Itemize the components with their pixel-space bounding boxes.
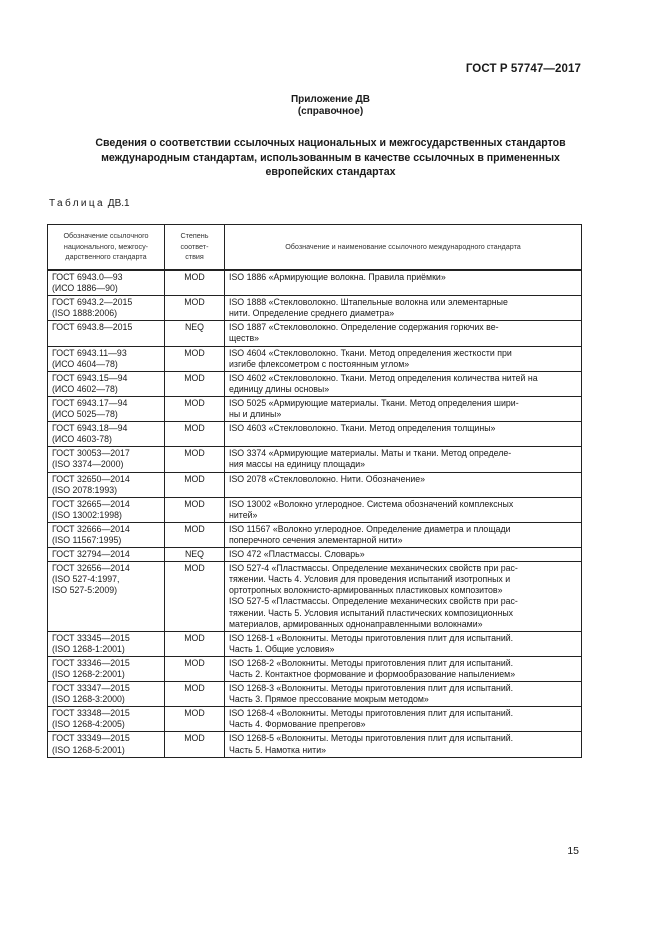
cell-degree: MOD bbox=[165, 371, 225, 396]
standard-line: ISO 527-5:2009) bbox=[52, 585, 118, 596]
standard-line: ГОСТ 6943.8—2015 bbox=[52, 322, 133, 333]
table-row bbox=[48, 548, 582, 562]
standard-line: ГОСТ 33349—2015 bbox=[52, 733, 130, 744]
cell-international-standard bbox=[225, 422, 582, 447]
standard-line: ГОСТ 32794—2014 bbox=[52, 549, 130, 560]
reference-line: ISO 1268-3 «Волокниты. Методы приготовления плит для испытаний. bbox=[229, 683, 514, 694]
table-row bbox=[48, 707, 582, 732]
table-row bbox=[48, 396, 582, 421]
cell-international-standard bbox=[225, 346, 582, 371]
cell-national-standard bbox=[48, 346, 165, 371]
table-row bbox=[48, 497, 582, 522]
cell-degree: MOD bbox=[165, 562, 225, 632]
table-row bbox=[48, 522, 582, 547]
table-row bbox=[48, 656, 582, 681]
cell-degree: MOD bbox=[165, 270, 225, 296]
table-row bbox=[48, 346, 582, 371]
reference-line: ISO 4603 «Стекловолокно. Ткани. Метод определения толщины» bbox=[229, 423, 496, 434]
reference-line: поперечного сечения элементарной нити» bbox=[229, 534, 403, 545]
table-caption bbox=[49, 198, 130, 209]
cell-national-standard bbox=[48, 562, 165, 632]
cell-degree: NEQ bbox=[165, 548, 225, 562]
reference-line: ния массы на единицу площади» bbox=[229, 459, 366, 470]
cell-degree: MOD bbox=[165, 422, 225, 447]
standard-line: (ИСО 4603-78) bbox=[52, 434, 112, 445]
cell-national-standard bbox=[48, 631, 165, 656]
cell-international-standard bbox=[225, 522, 582, 547]
reference-line: ISO 527-4 «Пластмассы. Определение механических свойств при рас- bbox=[229, 563, 518, 574]
table-row bbox=[48, 422, 582, 447]
heading-line: европейских стандартах bbox=[265, 166, 396, 178]
cell-national-standard bbox=[48, 656, 165, 681]
header-national-standard bbox=[48, 225, 165, 271]
header-line: соответ- bbox=[180, 241, 209, 251]
cell-national-standard bbox=[48, 472, 165, 497]
cell-international-standard bbox=[225, 447, 582, 472]
cell-international-standard bbox=[225, 548, 582, 562]
cell-national-standard bbox=[48, 682, 165, 707]
cell-degree: MOD bbox=[165, 472, 225, 497]
reference-line: ISO 1268-1 «Волокниты. Методы приготовления плит для испытаний. bbox=[229, 632, 514, 643]
reference-line: единицу длины основы» bbox=[229, 383, 330, 394]
standard-line: (ISO 1268-5:2001) bbox=[52, 744, 125, 755]
standard-line: ГОСТ 32656—2014 bbox=[52, 563, 130, 574]
standard-line: ГОСТ 33348—2015 bbox=[52, 708, 130, 719]
cell-degree: MOD bbox=[165, 497, 225, 522]
standard-line: (ИСО 5025—78) bbox=[52, 409, 118, 420]
table-row bbox=[48, 321, 582, 346]
reference-line: ISO 4604 «Стекловолокно. Ткани. Метод определения жесткости при bbox=[229, 347, 512, 358]
table-row bbox=[48, 296, 582, 321]
cell-international-standard bbox=[225, 682, 582, 707]
cell-national-standard bbox=[48, 497, 165, 522]
table-row bbox=[48, 732, 582, 757]
cell-national-standard bbox=[48, 732, 165, 757]
header-international-standard: Обозначение и наименование ссылочного международного стандарта bbox=[225, 225, 582, 271]
table-row bbox=[48, 270, 582, 296]
reference-line: ISO 1268-5 «Волокниты. Методы приготовления плит для испытаний. bbox=[229, 733, 514, 744]
reference-line: ISO 1268-2 «Волокниты. Методы приготовления плит для испытаний. bbox=[229, 657, 514, 668]
standard-line: (ISO 3374—2000) bbox=[52, 459, 124, 470]
cell-national-standard bbox=[48, 548, 165, 562]
reference-line: ISO 13002 «Волокно углеродное. Система обозначений комплексных bbox=[229, 498, 514, 509]
table-row bbox=[48, 447, 582, 472]
cell-international-standard bbox=[225, 497, 582, 522]
reference-line: ISO 1888 «Стекловолокно. Штапельные волокна или элементарные bbox=[229, 297, 508, 308]
reference-line: ISO 3374 «Армирующие материалы. Маты и ткани. Метод определе- bbox=[229, 448, 512, 459]
standard-line: (ISO 1268-2:2001) bbox=[52, 669, 125, 679]
cell-degree: MOD bbox=[165, 346, 225, 371]
table-row bbox=[48, 371, 582, 396]
cell-national-standard bbox=[48, 270, 165, 296]
standard-line: (ISO 2078:1993) bbox=[52, 484, 118, 495]
table-row bbox=[48, 631, 582, 656]
cell-degree: MOD bbox=[165, 656, 225, 681]
reference-line: Часть 2. Контактное формование и формообразование напылением» bbox=[229, 669, 516, 679]
cell-international-standard bbox=[225, 321, 582, 346]
standard-line: ГОСТ 6943.18—94 bbox=[52, 423, 128, 434]
reference-line: ISO 4602 «Стекловолокно. Ткани. Метод определения количества нитей на bbox=[229, 372, 538, 383]
cell-degree: MOD bbox=[165, 732, 225, 757]
heading-line: Сведения о соответствии ссылочных национальных и межгосударственных стандартов bbox=[95, 137, 566, 149]
header-line: ствия bbox=[185, 252, 204, 262]
reference-line: ISO 11567 «Волокно углеродное. Определение диаметра и площади bbox=[229, 523, 511, 534]
standard-line: (ISO 11567:1995) bbox=[52, 534, 122, 545]
cell-international-standard bbox=[225, 562, 582, 632]
standard-line: ГОСТ 6943.11—93 bbox=[52, 347, 127, 358]
standard-line: (ISO 527-4:1997, bbox=[52, 574, 120, 585]
standard-line: ГОСТ 32650—2014 bbox=[52, 473, 130, 484]
cell-international-standard bbox=[225, 472, 582, 497]
table-row bbox=[48, 472, 582, 497]
cell-national-standard bbox=[48, 296, 165, 321]
reference-line: ISO 1886 «Армирующие волокна. Правила приёмки» bbox=[229, 272, 446, 282]
standards-table bbox=[47, 224, 582, 758]
cell-international-standard bbox=[225, 396, 582, 421]
standard-line: ГОСТ 6943.0—93 bbox=[52, 272, 123, 282]
cell-degree: MOD bbox=[165, 707, 225, 732]
reference-line: материалов, армированных однонаправленными волокнами» bbox=[229, 618, 483, 629]
appendix-title: Приложение ДВ bbox=[290, 94, 371, 105]
standard-line: ГОСТ 6943.15—94 bbox=[52, 372, 128, 383]
header-line: Обозначение ссылочного bbox=[63, 231, 149, 241]
reference-line: нитей» bbox=[229, 509, 258, 520]
reference-line: Часть 4. Формование препрегов» bbox=[229, 719, 366, 730]
cell-national-standard bbox=[48, 422, 165, 447]
header-line: Степень bbox=[180, 231, 209, 241]
standard-line: (ISO 1888:2006) bbox=[52, 308, 118, 319]
standard-line: ГОСТ 33346—2015 bbox=[52, 657, 130, 668]
reference-line: тяжении. Часть 5. Условия испытаний пластических композиционных bbox=[229, 607, 514, 618]
cell-international-standard bbox=[225, 656, 582, 681]
cell-international-standard bbox=[225, 296, 582, 321]
standard-line: (ISO 1268-1:2001) bbox=[52, 643, 125, 654]
cell-national-standard bbox=[48, 707, 165, 732]
reference-line: нити. Определение среднего диаметра» bbox=[229, 308, 395, 319]
reference-line: ISO 527-5 «Пластмассы. Определение механических свойств при рас- bbox=[229, 596, 518, 607]
reference-line: Часть 3. Прямое прессование мокрым методом» bbox=[229, 694, 429, 705]
cell-international-standard bbox=[225, 270, 582, 296]
header-degree bbox=[165, 225, 225, 271]
reference-line: Часть 1. Общие условия» bbox=[229, 643, 335, 654]
cell-degree: MOD bbox=[165, 296, 225, 321]
cell-international-standard bbox=[225, 631, 582, 656]
standard-line: ГОСТ 33347—2015 bbox=[52, 683, 130, 694]
cell-degree: MOD bbox=[165, 447, 225, 472]
standard-line: (ИСО 4602—78) bbox=[52, 383, 118, 394]
cell-national-standard bbox=[48, 321, 165, 346]
header-line: национального, межгосу- bbox=[63, 241, 149, 251]
standard-line: (ИСО 1886—90) bbox=[52, 283, 118, 294]
section-heading bbox=[60, 136, 601, 180]
reference-line: ISO 1268-4 «Волокниты. Методы приготовления плит для испытаний. bbox=[229, 708, 514, 719]
cell-degree: MOD bbox=[165, 631, 225, 656]
table-row bbox=[48, 682, 582, 707]
cell-national-standard bbox=[48, 522, 165, 547]
standard-line: (ISO 13002:1998) bbox=[52, 509, 122, 520]
standard-line: (ISO 1268-4:2005) bbox=[52, 719, 125, 730]
reference-line: ществ» bbox=[229, 333, 260, 344]
reference-line: ISO 1887 «Стекловолокно. Определение содержания горючих ве- bbox=[229, 322, 499, 333]
appendix-subtitle: (справочное) bbox=[297, 106, 364, 117]
cell-national-standard bbox=[48, 396, 165, 421]
reference-line: ISO 2078 «Стекловолокно. Нити. Обозначение» bbox=[229, 473, 426, 484]
standard-line: ГОСТ 30053—2017 bbox=[52, 448, 130, 459]
cell-international-standard bbox=[225, 371, 582, 396]
table-row bbox=[48, 562, 582, 632]
table-caption-number: ДВ.1 bbox=[107, 198, 130, 209]
standard-line: ГОСТ 6943.17—94 bbox=[52, 397, 128, 408]
heading-line: международным стандартам, использованным в качестве ссылочных в примененных bbox=[101, 151, 560, 164]
reference-line: изгибе флексометром с постоянным углом» bbox=[229, 358, 410, 369]
standard-line: ГОСТ 32666—2014 bbox=[52, 523, 130, 534]
cell-international-standard bbox=[225, 707, 582, 732]
cell-degree: MOD bbox=[165, 396, 225, 421]
cell-international-standard bbox=[225, 732, 582, 757]
reference-line: Часть 5. Намотка нити» bbox=[229, 744, 326, 755]
reference-line: ISO 5025 «Армирующие материалы. Ткани. Метод определения шири- bbox=[229, 397, 519, 408]
standard-line: ГОСТ 6943.2—2015 bbox=[52, 297, 133, 308]
standard-line: ГОСТ 33345—2015 bbox=[52, 632, 130, 643]
table-header-row bbox=[48, 225, 582, 271]
cell-degree: MOD bbox=[165, 682, 225, 707]
standard-line: (ISO 1268-3:2000) bbox=[52, 694, 125, 705]
table-body bbox=[48, 270, 582, 757]
cell-national-standard bbox=[48, 371, 165, 396]
cell-degree: NEQ bbox=[165, 321, 225, 346]
reference-line: ортотропных волокнисто-армированных пластиковых композитов» bbox=[229, 585, 503, 596]
header-line: дарственного стандарта bbox=[65, 252, 147, 262]
table-caption-word: Таблица bbox=[49, 198, 106, 209]
cell-national-standard bbox=[48, 447, 165, 472]
reference-line: ны и длины» bbox=[229, 409, 282, 420]
standard-line: ГОСТ 32665—2014 bbox=[52, 498, 130, 509]
document-code: ГОСТ Р 57747—2017 bbox=[465, 63, 581, 75]
reference-line: ISO 472 «Пластмассы. Словарь» bbox=[229, 549, 365, 560]
reference-line: тяжении. Часть 4. Условия для проведения испытаний изотропных и bbox=[229, 574, 511, 585]
page-number: 15 bbox=[567, 845, 579, 857]
cell-degree: MOD bbox=[165, 522, 225, 547]
standard-line: (ИСО 4604—78) bbox=[52, 358, 118, 369]
